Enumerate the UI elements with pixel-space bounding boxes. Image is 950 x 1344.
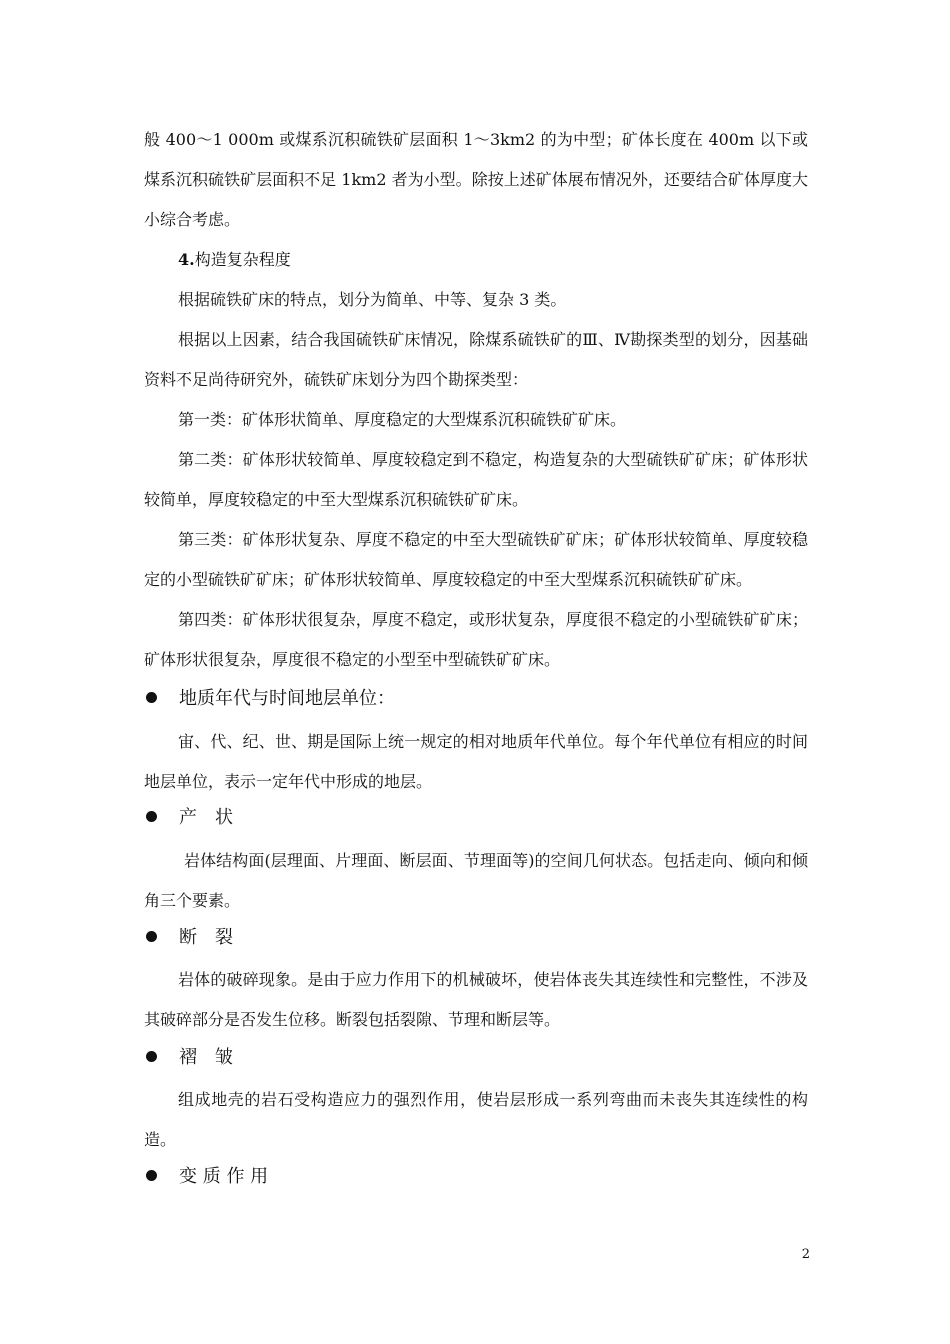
section-title: 变 质 作 用	[179, 1166, 269, 1187]
bullet-icon	[146, 811, 157, 822]
heading-structural-complexity	[144, 240, 808, 280]
paragraph-deposit-size: 般 400～1 000m 或煤系沉积硫铁矿层面积 1～3km2 的为中型；矿体长度在 400m 以下或煤系沉积硫铁矿层面积不足 1km2 者为小型。除按上述矿体展布情况外，还要结合矿体厚度大小综合考虑。	[144, 130, 808, 229]
paragraph-fracture: 岩体的破碎现象。是由于应力作用下的机械破坏，使岩体丧失其连续性和完整性，不涉及其破碎部分是否发生位移。断裂包括裂隙、节理和断层等。	[144, 970, 808, 1029]
section-heading-metamorphism	[144, 1160, 808, 1190]
section-title: 产 状	[179, 807, 233, 828]
section-heading-fracture	[144, 921, 808, 951]
section-heading-fold	[144, 1041, 808, 1071]
paragraph-classification: 根据硫铁矿床的特点，划分为简单、中等、复杂 3 类。	[178, 290, 567, 309]
heading-text: 构造复杂程度	[194, 250, 291, 269]
section-heading-attitude	[144, 801, 808, 831]
page-number: 2	[801, 1247, 810, 1262]
paragraph-type-three: 第三类：矿体形状复杂、厚度不稳定的中至大型硫铁矿矿床；矿体形状较简单、厚度较稳定的小型硫铁矿矿床；矿体形状较简单、厚度较稳定的中至大型煤系沉积硫铁矿矿床。	[144, 530, 808, 589]
paragraph-fold: 组成地壳的岩石受构造应力的强烈作用，使岩层形成一系列弯曲而未丧失其连续性的构造。	[144, 1090, 808, 1149]
paragraph-type-one: 第一类：矿体形状简单、厚度稳定的大型煤系沉积硫铁矿矿床。	[178, 410, 627, 429]
paragraph-type-two: 第二类：矿体形状较简单、厚度较稳定到不稳定，构造复杂的大型硫铁矿矿床；矿体形状较简单，厚度较稳定的中至大型煤系沉积硫铁矿矿床。	[144, 450, 808, 509]
bullet-icon	[146, 692, 157, 703]
paragraph-attitude: 岩体结构面(层理面、片理面、断层面、节理面等)的空间几何状态。包括走向、倾向和倾角三个要素。	[144, 851, 808, 910]
section-title: 褶 皱	[179, 1047, 233, 1068]
paragraph-type-four: 第四类：矿体形状很复杂，厚度不稳定，或形状复杂，厚度很不稳定的小型硫铁矿矿床；矿体形状很复杂，厚度很不稳定的小型至中型硫铁矿矿床。	[144, 610, 808, 669]
paragraph-exploration-types: 根据以上因素，结合我国硫铁矿床情况，除煤系硫铁矿的Ⅲ、Ⅳ勘探类型的划分，因基础资料不足尚待研究外，硫铁矿床划分为四个勘探类型：	[144, 330, 808, 389]
bullet-icon	[146, 1170, 157, 1181]
bullet-icon	[146, 931, 157, 942]
section-heading-geologic-time	[144, 682, 808, 712]
section-title: 地质年代与时间地层单位：	[179, 688, 395, 709]
bullet-icon	[146, 1051, 157, 1062]
section-title: 断 裂	[179, 927, 233, 948]
paragraph-geologic-time: 宙、代、纪、世、期是国际上统一规定的相对地质年代单位。每个年代单位有相应的时间地层单位，表示一定年代中形成的地层。	[144, 732, 808, 791]
heading-number: 4.	[178, 250, 195, 269]
